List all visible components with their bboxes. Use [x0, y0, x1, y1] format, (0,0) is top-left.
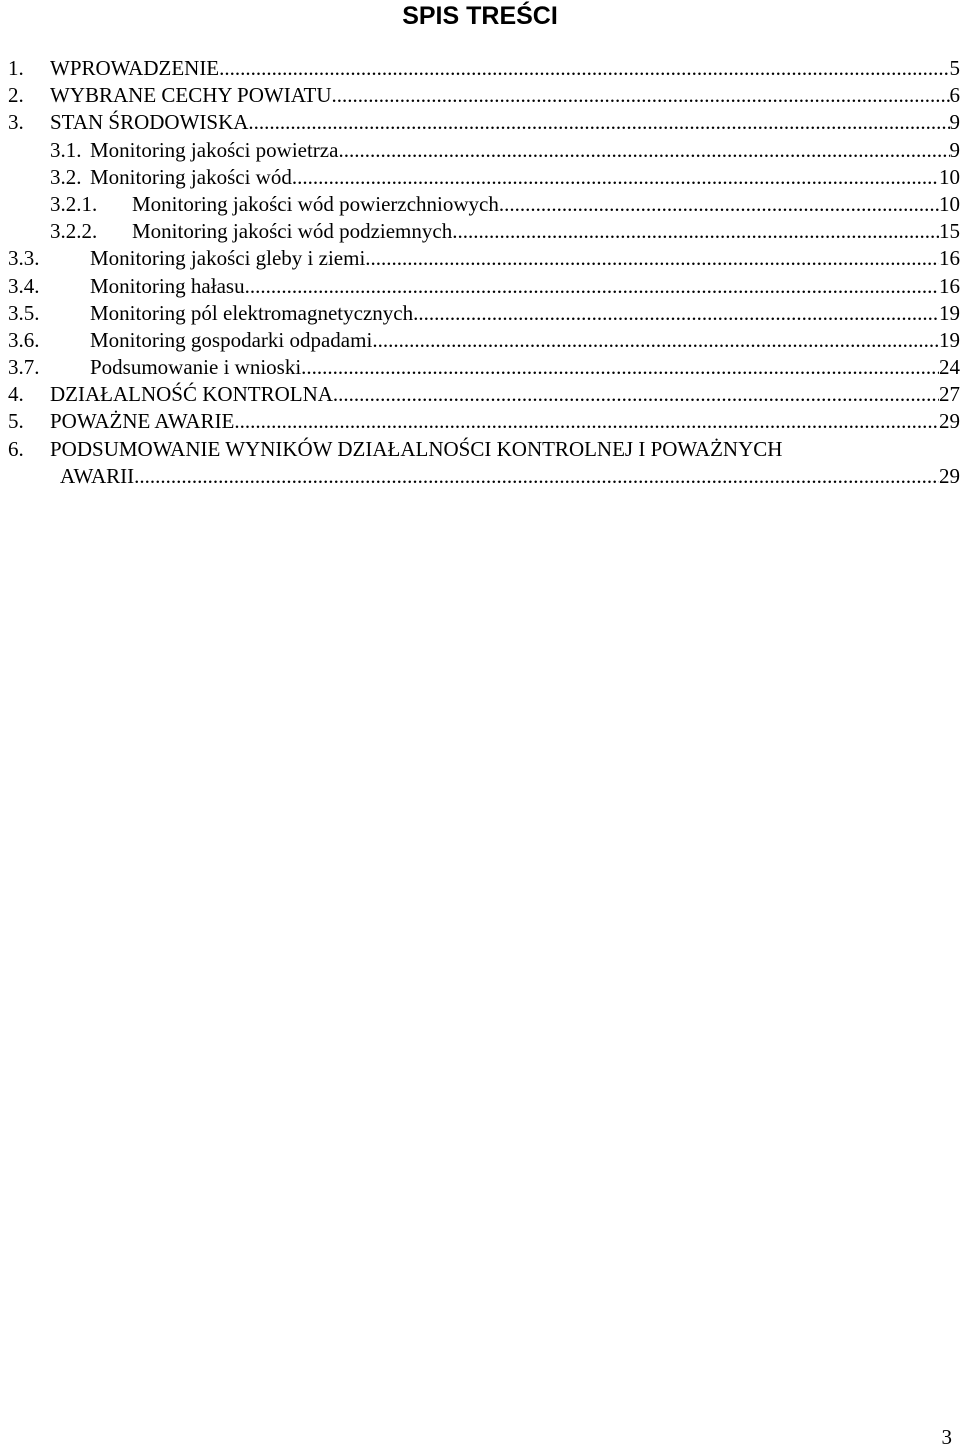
toc-entry-line: [90, 164, 960, 191]
toc-entry-line: [90, 300, 960, 327]
toc-entry-title: POWAŻNE AWARIE: [50, 409, 235, 434]
toc-entry-3-7[interactable]: [0, 354, 960, 381]
toc-entry-title: STAN ŚRODOWISKA: [50, 110, 249, 135]
toc-entry-4[interactable]: [0, 381, 960, 408]
toc-entry-page: 9: [949, 110, 960, 135]
table-of-contents: [0, 55, 960, 490]
toc-entry-line: [90, 354, 960, 381]
toc-entry-number: 5.: [8, 409, 24, 434]
toc-entry-title: Podsumowanie i wnioski: [90, 355, 302, 380]
toc-entry-line: [90, 273, 960, 300]
toc-entry-line: [132, 218, 960, 245]
toc-dot-leader: [333, 381, 939, 408]
toc-entry-line: [50, 82, 960, 109]
toc-dot-leader: [413, 300, 939, 327]
toc-entry-number: 3.6.: [8, 327, 40, 352]
toc-entry-number: 3.3.: [8, 246, 40, 271]
toc-entry-title: WYBRANE CECHY POWIATU: [50, 83, 332, 108]
toc-dot-leader: [332, 82, 950, 109]
toc-dot-leader: [292, 164, 939, 191]
toc-entry-title: WPROWADZENIE: [50, 56, 220, 80]
toc-entry-1[interactable]: [0, 55, 960, 82]
toc-entry-number: 3.1.: [50, 137, 82, 162]
toc-entry-line: [50, 408, 960, 435]
toc-entry-page: 9: [949, 137, 960, 162]
toc-entry-number: 3.5.: [8, 300, 40, 325]
toc-dot-leader: [134, 463, 939, 490]
toc-entry-title: Monitoring jakości gleby i ziemi: [90, 246, 366, 271]
toc-entry-page: 16: [939, 246, 960, 271]
toc-dot-leader: [499, 191, 939, 218]
toc-entry-number: 2.: [8, 83, 24, 108]
toc-entry-page: 15: [939, 219, 960, 244]
toc-entry-line: [50, 55, 960, 82]
toc-entry-page: 19: [939, 300, 960, 325]
toc-entry-3-6[interactable]: [0, 327, 960, 354]
toc-entry-title: Monitoring jakości wód powierzchniowych: [132, 191, 499, 216]
toc-entry-3-2-2[interactable]: [0, 218, 960, 245]
toc-entry-number: 6.: [8, 436, 24, 461]
toc-entry-page: 27: [939, 382, 960, 407]
toc-entry-3-2[interactable]: [0, 164, 960, 191]
toc-dot-leader: [248, 109, 949, 136]
toc-entry-3-2-1[interactable]: [0, 191, 960, 218]
toc-entry-line: [90, 245, 960, 272]
toc-entry-title: PODSUMOWANIE WYNIKÓW DZIAŁALNOŚCI KONTROLNEJ I POWAŻNYCH: [50, 436, 783, 461]
toc-entry-page: 29: [939, 463, 960, 488]
toc-entry-page: 29: [939, 409, 960, 434]
toc-entry-title: Monitoring pól elektromagnetycznych: [90, 300, 414, 325]
toc-entry-number: 3.4.: [8, 273, 40, 298]
toc-entry-3-1[interactable]: [0, 137, 960, 164]
toc-entry-title: AWARII: [60, 463, 135, 488]
toc-entry-line: [60, 463, 960, 490]
toc-entry-title: DZIAŁALNOŚĆ KONTROLNA: [50, 382, 333, 407]
toc-entry-number: 1.: [8, 56, 24, 80]
toc-entry-5[interactable]: [0, 408, 960, 435]
toc-entry-6[interactable]: [0, 436, 960, 463]
toc-entry-3-4[interactable]: [0, 273, 960, 300]
toc-entry-3-3[interactable]: [0, 245, 960, 272]
toc-dot-leader: [219, 55, 949, 82]
toc-entry-page: 16: [939, 273, 960, 298]
toc-entry-2[interactable]: [0, 82, 960, 109]
toc-entry-3[interactable]: [0, 109, 960, 136]
toc-dot-leader: [372, 327, 939, 354]
toc-entry-title: Monitoring jakości powietrza: [90, 137, 339, 162]
toc-entry-title: Monitoring jakości wód podziemnych: [132, 219, 453, 244]
toc-entry-number: 3.7.: [8, 355, 40, 380]
toc-entry-3-5[interactable]: [0, 300, 960, 327]
toc-entry-line: [50, 109, 960, 136]
toc-entry-number: 3.: [8, 110, 24, 135]
toc-entry-line: [132, 191, 960, 218]
toc-entry-page: 10: [939, 191, 960, 216]
toc-entry-title: Monitoring gospodarki odpadami: [90, 327, 373, 352]
toc-dot-leader: [338, 137, 949, 164]
toc-entry-page: 10: [939, 164, 960, 189]
toc-dot-leader: [452, 218, 939, 245]
toc-entry-line: [90, 137, 960, 164]
toc-entry-page: 24: [939, 355, 960, 380]
toc-entry-title: Monitoring hałasu: [90, 273, 245, 298]
toc-entry-6-continuation[interactable]: [0, 463, 960, 490]
toc-entry-line: [90, 327, 960, 354]
page-title: SPIS TREŚCI: [402, 2, 558, 30]
toc-dot-leader: [234, 408, 939, 435]
toc-entry-page: 6: [949, 83, 960, 108]
toc-entry-page: 19: [939, 327, 960, 352]
toc-entry-number: 4.: [8, 382, 24, 407]
toc-entry-number: 3.2.2.: [50, 219, 98, 244]
toc-entry-line: [50, 381, 960, 408]
toc-dot-leader: [301, 354, 939, 381]
toc-dot-leader: [365, 245, 939, 272]
toc-entry-title: Monitoring jakości wód: [90, 164, 292, 189]
toc-entry-page: 5: [949, 56, 960, 80]
toc-entry-number: 3.2.1.: [50, 191, 98, 216]
toc-dot-leader: [245, 273, 939, 300]
page-number: 3: [941, 1425, 952, 1449]
toc-entry-number: 3.2.: [50, 164, 82, 189]
